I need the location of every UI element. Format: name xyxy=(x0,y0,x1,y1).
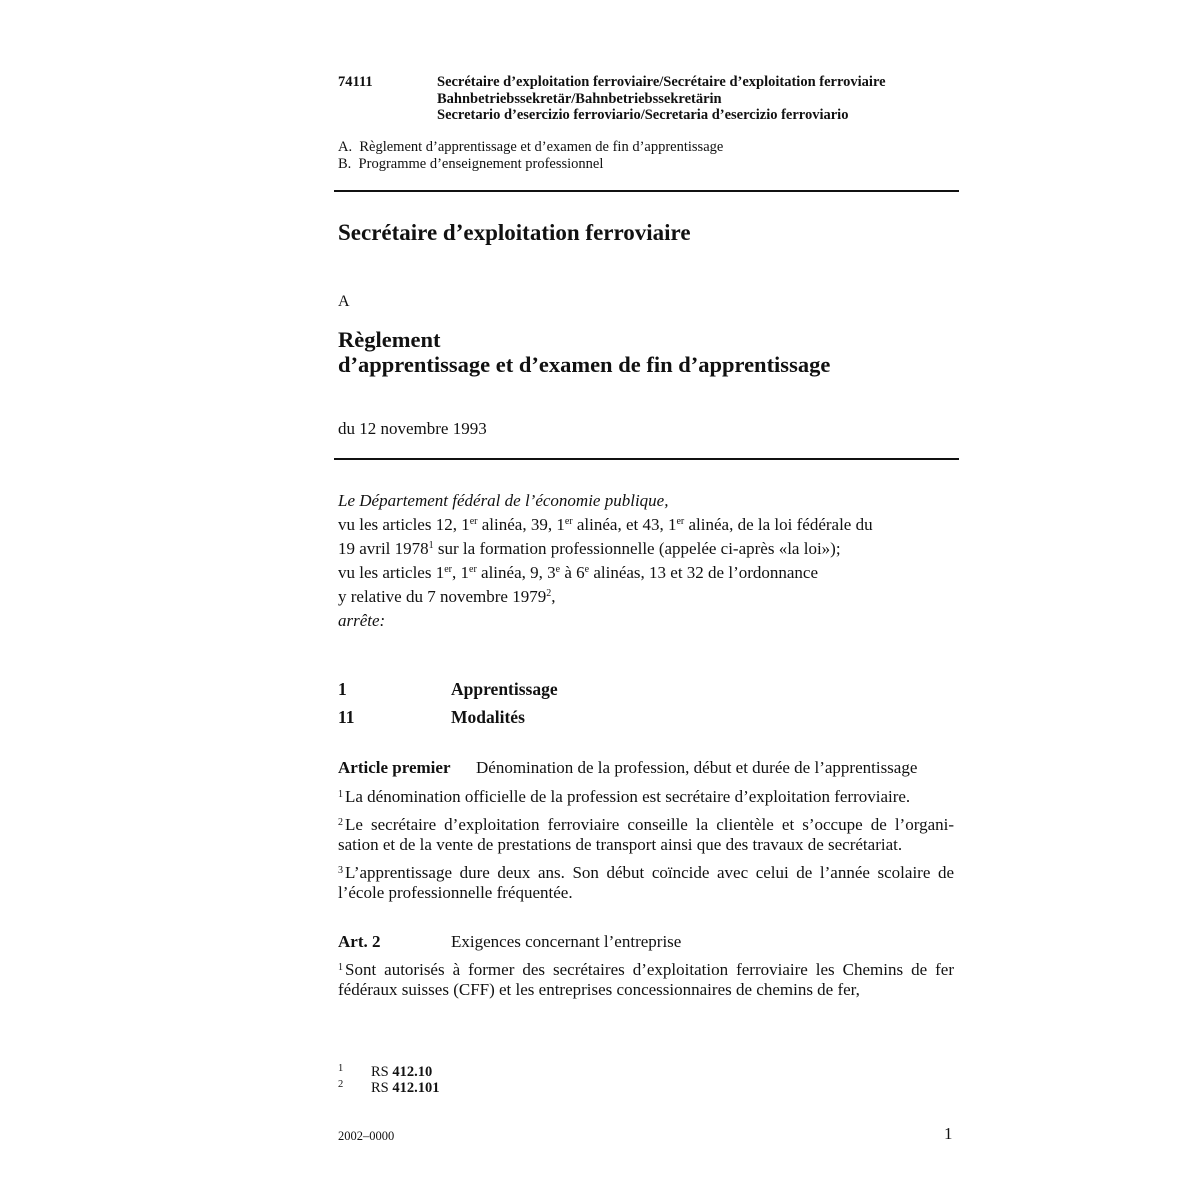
section-number-1: 1 xyxy=(338,679,347,699)
footnote-ref-1[interactable]: 1 xyxy=(428,540,434,551)
footnote-1-number: 1 xyxy=(338,1063,344,1074)
preamble-line-2: 19 avril 1978$^1$ sur la formation professionnelle (appelée ci-après «la loi»); xyxy=(338,539,841,558)
footnote-2-number: 2 xyxy=(338,1079,344,1090)
section-number-11: 11 xyxy=(338,707,355,727)
preamble-decision: arrête: xyxy=(338,611,386,630)
part-b-label: B. Programme d’enseignement professionnel xyxy=(338,155,604,172)
profession-titles xyxy=(437,74,886,124)
article-2-label: Art. 2 xyxy=(338,932,381,951)
page-title: Secrétaire d’exploitation ferroviaire xyxy=(338,220,691,245)
profession-title-de: Bahnbetriebssekretär/Bahnbetriebssekretärin xyxy=(437,90,722,107)
section-title-apprentissage: Apprentissage xyxy=(451,679,558,699)
regulation-date: du 12 novembre 1993 xyxy=(338,419,487,438)
footnote-1-text: RS 412.10 xyxy=(371,1064,433,1080)
document-parts-list xyxy=(338,139,723,172)
document-code: 2002–0000 xyxy=(338,1129,395,1143)
footnote-2-text: RS 412.101 xyxy=(371,1080,440,1096)
preamble-line-3: vu les articles 1er, 1er alinéa, 9, 3e à 6e alinéas, 13 et 32 de l’ordonnance xyxy=(338,563,819,582)
regulation-title-line1: Règlement xyxy=(338,327,441,352)
preamble-line-4: y relative du 7 novembre 1979$^2$, xyxy=(338,587,556,606)
profession-number: 74111 xyxy=(338,74,373,90)
divider-middle xyxy=(334,458,959,460)
profession-title-fr: Secrétaire d’exploitation ferroviaire/Secrétaire d’exploitation ferroviaire xyxy=(437,74,886,90)
article-2-paragraph-1: $^1$ Sont autorisés à former des secrétaires d’exploitation ferroviaire les Chemins de fer fédéraux suisses (CFF) et les entreprises concessionnaires de chemins de fer, xyxy=(338,960,954,999)
profession-title-it: Secretario d’esercizio ferroviario/Secretaria d’esercizio ferroviario xyxy=(437,107,849,123)
preamble-authority: Le Département fédéral de l’économie publique, xyxy=(338,491,669,510)
section-title-modalites: Modalités xyxy=(451,707,525,727)
preamble xyxy=(338,489,928,633)
article-1-paragraph-3: $^3$ L’apprentissage dure deux ans. Son début coïncide avec celui de l’année scolaire de l’école professionnelle fréquentée. xyxy=(338,863,954,902)
article-1-paragraph-2: $^2$ Le secrétaire d’exploitation ferroviaire conseille la clientèle et s’occupe de l’organi-sation et de la vente de prestations de transport ainsi que des travaux de secrétariat. xyxy=(338,815,954,854)
article-1-label: Article premier xyxy=(338,758,451,777)
regulation-title-line2: d’apprentissage et d’examen de fin d’apprentissage xyxy=(338,352,831,377)
regulation-title xyxy=(338,327,830,377)
preamble-line-1: vu les articles 12, 1er alinéa, 39, 1er alinéa, et 43, 1er alinéa, de la loi fédérale du xyxy=(338,515,873,534)
part-letter: A xyxy=(338,293,350,310)
divider-top xyxy=(334,190,959,192)
article-1-subject: Dénomination de la profession, début et durée de l’apprentissage xyxy=(476,758,918,777)
footnote-ref-2[interactable]: 2 xyxy=(546,588,552,599)
article-1-paragraph-1: $^1$ La dénomination officielle de la profession est secrétaire d’exploitation ferroviaire. xyxy=(338,787,911,806)
page-number: 1 xyxy=(944,1124,953,1143)
part-a-label: A. Règlement d’apprentissage et d’examen de fin d’apprentissage xyxy=(338,139,724,155)
article-2-subject: Exigences concernant l’entreprise xyxy=(451,932,682,951)
